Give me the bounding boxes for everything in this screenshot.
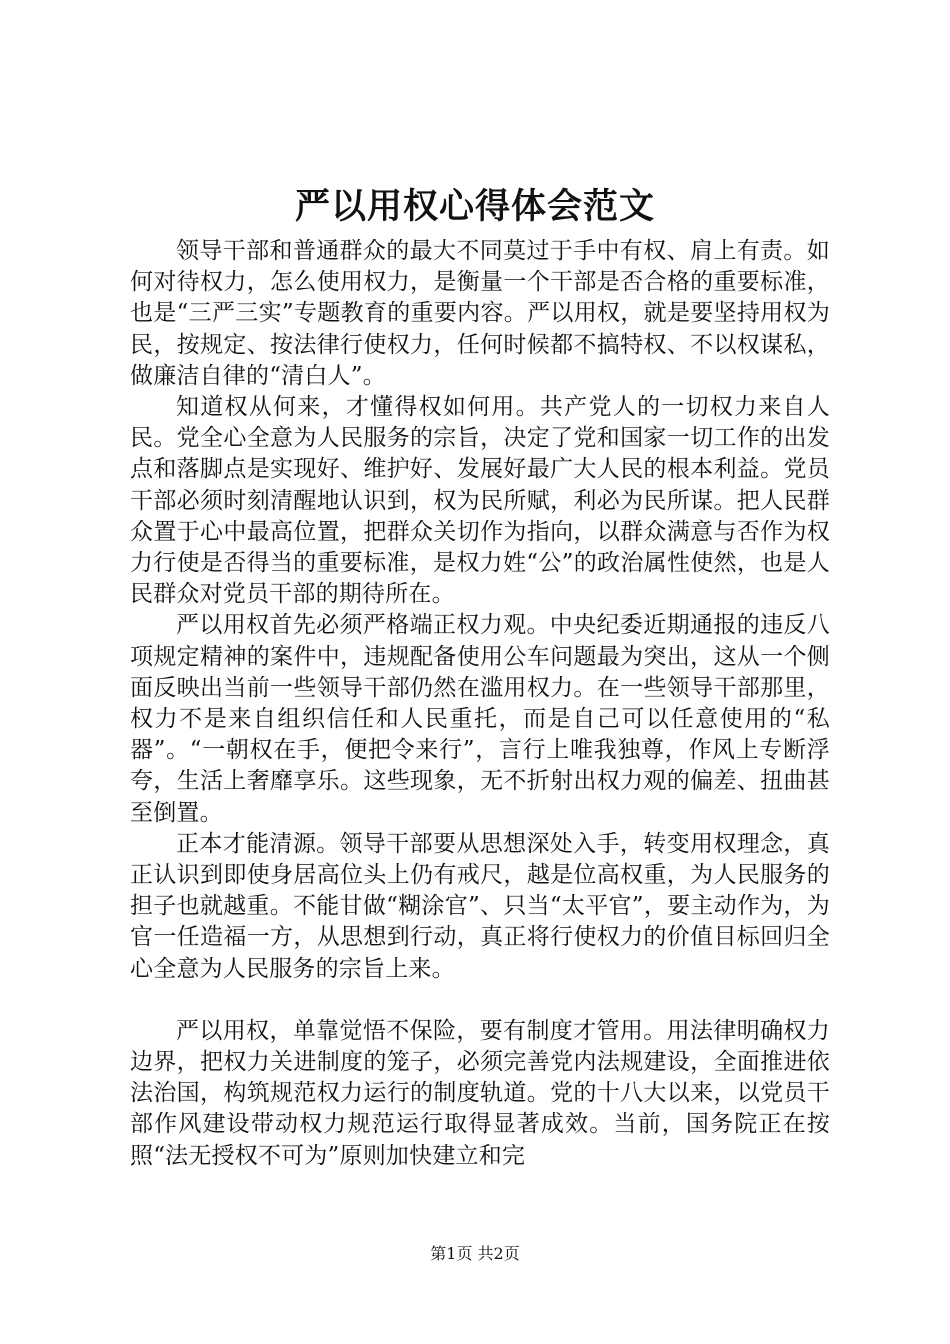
- paragraph-5: 严以用权，单靠觉悟不保险，要有制度才管用。用法律明确权力边界，把权力关进制度的笼子，必须完善党内法规建设，全面推进依法治国，构筑规范权力运行的制度轨道。党的十八大以来，以党员干部作风建设带动权力规范运行取得显著成效。当前，国务院正在按照“法无授权不可为”原则加快建立和完: [130, 1017, 830, 1169]
- document-title: 严以用权心得体会范文: [294, 186, 655, 227]
- paragraph-1: 领导干部和普通群众的最大不同莫过于手中有权、肩上有责。如何对待权力，怎么使用权力，是衡量一个干部是否合格的重要标准，也是“三严三实”专题教育的重要内容。严以用权，就是要坚持用权为民，按规定、按法律行使权力，任何时候都不搞特权、不以权谋私，做廉洁自律的“清白人”。: [130, 238, 830, 389]
- document-body: [130, 236, 830, 1172]
- paragraph-2: 知道权从何来，才懂得权如何用。共产党人的一切权力来自人民。党全心全意为人民服务的宗旨，决定了党和国家一切工作的出发点和落脚点是实现好、维护好、发展好最广大人民的根本利益。党员干部必须时刻清醒地认识到，权为民所赋，利必为民所谋。把人民群众置于心中最高位置，把群众关切作为指向，以群众满意与否作为权力行使是否得当的重要标准，是权力姓“公”的政治属性使然，也是人民群众对党员干部的期待所在。: [130, 394, 830, 608]
- paragraph-3: 严以用权首先必须严格端正权力观。中央纪委近期通报的违反八项规定精神的案件中，违规配备使用公车问题最为突出，这从一个侧面反映出当前一些领导干部仍然在滥用权力。在一些领导干部那里，权力不是来自组织信任和人民重托，而是自己可以任意使用的“私器”。“一朝权在手，便把令来行”，言行上唯我独尊，作风上专断浮夸，生活上奢靡享乐。这些现象，无不折射出权力观的偏差、扭曲甚至倒置。: [130, 612, 830, 826]
- paragraph-4: 正本才能清源。领导干部要从思想深处入手，转变用权理念，真正认识到即使身居高位头上仍有戒尺，越是位高权重，为人民服务的担子也就越重。不能甘做“糊涂官”、只当“太平官”，要主动作为，为官一任造福一方，从思想到行动，真正将行使权力的价值目标回归全心全意为人民服务的宗旨上来。: [130, 830, 830, 982]
- page-number-footer: 第1页 共2页: [430, 1244, 520, 1263]
